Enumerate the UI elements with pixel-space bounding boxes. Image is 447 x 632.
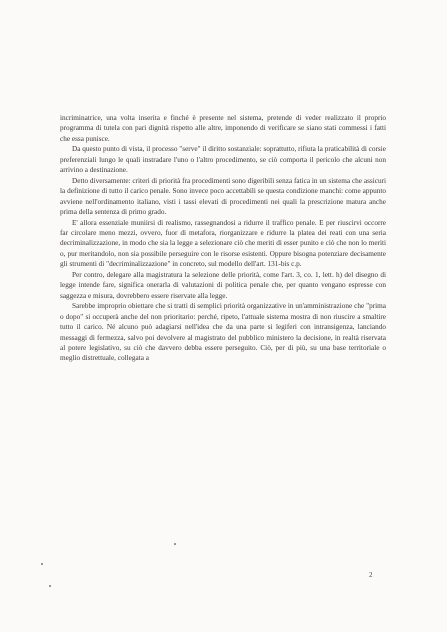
scan-speck [174,543,176,545]
body-text [60,113,386,364]
paragraph-6: Sarebbe improprio obiettare che si tratti di semplici priorità organizzative in un'amministrazione che "prima o dopo" si occuperà anche del non prioritario: perché, ripeto, l'attuale sistema mostra di non riuscire a smaltire tutto il carico. Né alcuno può adagiarsi nell'idea che da una parte si legiferi con intransigenza, lanciando messaggi di fermezza, salvo poi devolvere al magistrato del pubblico ministero la decisione, in realtà riservata al potere legislativo, su ciò che davvero debba essere perseguito. Ciò, per di più, su una base territoriale o meglio distrettuale, collegata a [60,302,386,363]
paragraph-3: Detto diversamente: criteri di priorità fra procedimenti sono digeribili senza fatica in un sistema che assicuri la definizione di tutto il carico penale. Sono invece poco accettabili se questa condizione manchi: come appunto avviene nell'ordinamento italiano, visti i tassi elevati di procedimenti nei quali la prescrizione matura anche prima della sentenza di primo grado. [60,176,386,217]
paragraph-1: incriminatrice, una volta inserita e finché è presente nel sistema, pretende di veder realizzato il proprio programma di tutela con pari dignità rispetto alle altre, imponendo di verificare se siano stati commessi i fatti che essa punisce. [60,114,386,143]
paragraph-5: Per contro, delegare alla magistratura la selezione delle priorità, come l'art. 3, co. 1, lett. h) del disegno di legge intende fare, significa onerarla di valutazioni di politica penale che, per quanto vengano espresse con saggezza e misura, dovrebbero essere riservate alla legge. [60,270,386,300]
scan-speck [41,563,43,565]
paragraph-4: E' allora essenziale muniirsi di realismo, rassegnandosi a ridurre il traffico penale. E per riuscirvi occorre far circolare meno mezzi, ovvero, fuor di metafora, riorganizzare e ridurre la platea dei reati con una seria decriminalizzazione, in modo che sia la legge a selezionare ciò che meriti di esser punito e ciò che non lo meriti o, pur meritandolo, non sia possibile perseguire con le risorse esistenti. Oppure bisogna potenziare decisamente gli strumenti di "decriminalizzazione" in concreto, sul modello dell'art. 131-bis c.p. [60,218,386,269]
paragraph-2: Da questo punto di vista, il processo "serve" il diritto sostanziale: soprattutto, rifiuta la praticabilità di corsie preferenziali lungo le quali instradare l'uno o l'altro procedimento, se ciò comporta il pericolo che alcuni non arrivino a destinazione. [60,145,386,175]
scan-speck [49,585,51,587]
page-number: 2 [369,571,373,579]
